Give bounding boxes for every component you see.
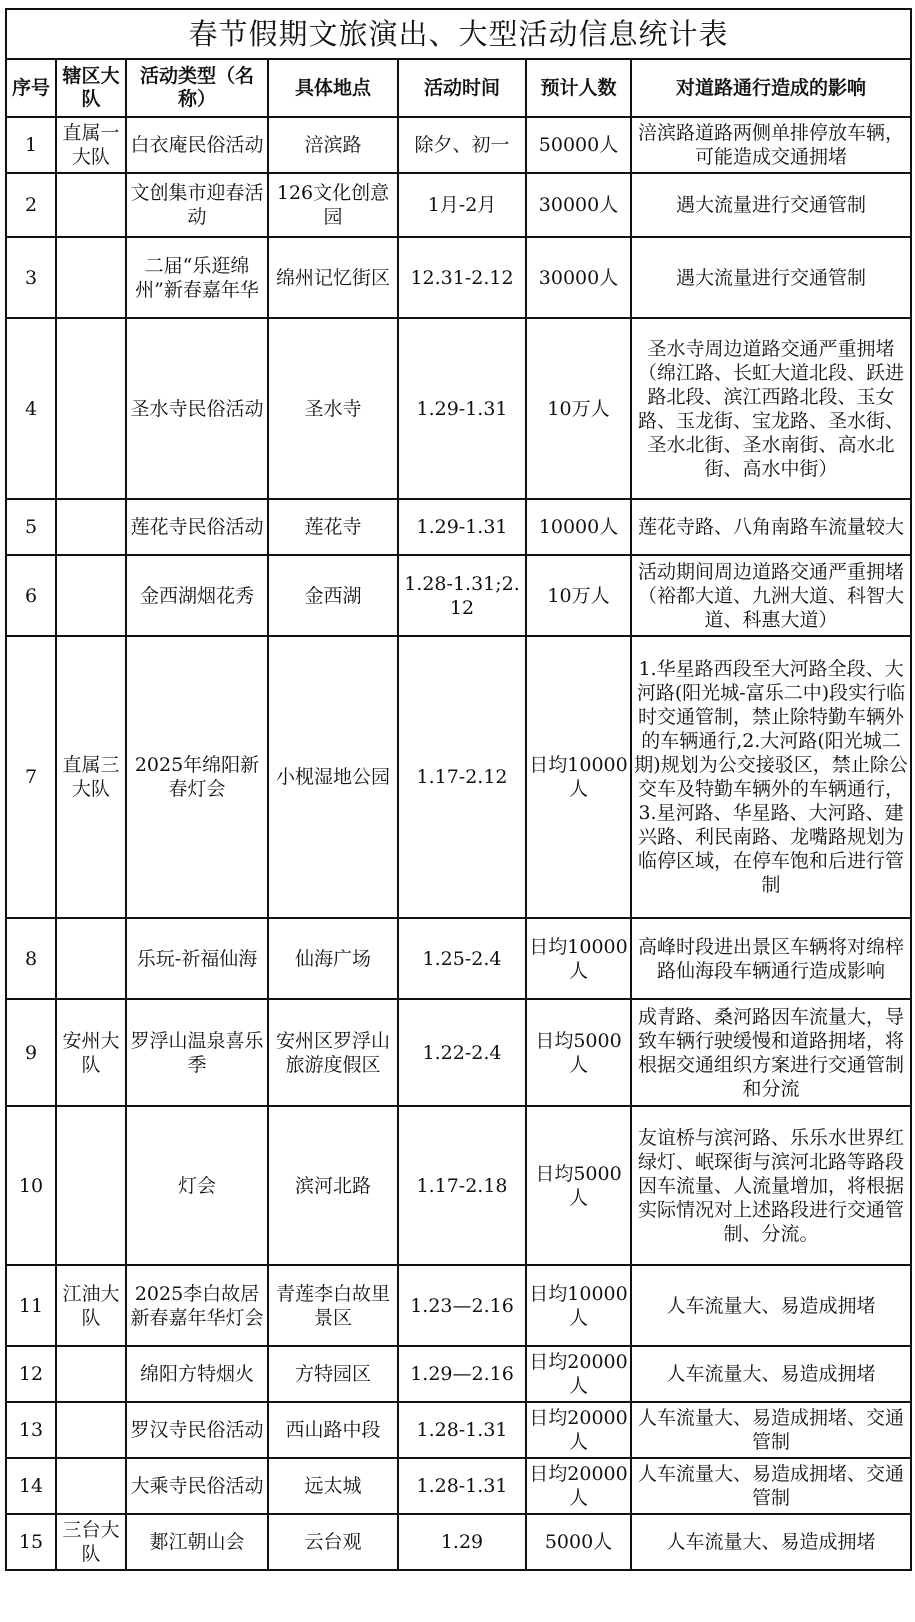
cell-effect: 人车流量大、易造成拥堵、交通管制: [631, 1458, 911, 1514]
cell-location: 莲花寺: [268, 499, 398, 555]
cell-effect: 人车流量大、易造成拥堵: [631, 1346, 911, 1402]
cell-brigade: 三台大队: [56, 1514, 126, 1570]
table-row: [6, 918, 911, 999]
table-row: [6, 1514, 911, 1570]
cell-people: 日均20000人: [526, 1458, 631, 1514]
cell-effect: 成青路、桑河路因车流量大，导致车辆行驶缓慢和道路拥堵，将根据交通组织方案进行交通管制和分流: [631, 999, 911, 1106]
cell-location: 西山路中段: [268, 1402, 398, 1458]
cell-effect: 1.华星路西段至大河路全段、大河路(阳光城-富乐二中)段实行临时交通管制，禁止除特勤车辆外的车辆通行,2.大河路(阳光城二期)规划为公交接驳区，禁止除公交车及特勤车辆外的车辆通行，3.星河路、华星路、大河路、建兴路、利民南路、龙嘴路规划为临停区域，在停车饱和后进行管制: [631, 636, 911, 918]
cell-seq: 2: [6, 173, 56, 237]
cell-activity: 莲花寺民俗活动: [126, 499, 268, 555]
cell-seq: 8: [6, 918, 56, 999]
table-row: [6, 318, 911, 499]
activity-table: [5, 8, 912, 1571]
cell-brigade: 江油大队: [56, 1265, 126, 1346]
cell-people: 日均10000人: [526, 918, 631, 999]
table-row: [6, 1346, 911, 1402]
cell-brigade: [56, 555, 126, 636]
table-row: [6, 237, 911, 318]
cell-location: 仙海广场: [268, 918, 398, 999]
cell-seq: 13: [6, 1402, 56, 1458]
cell-brigade: [56, 918, 126, 999]
cell-brigade: 安州大队: [56, 999, 126, 1106]
cell-people: 日均5000人: [526, 999, 631, 1106]
cell-people: 日均5000人: [526, 1106, 631, 1265]
cell-activity: 乐玩-祈福仙海: [126, 918, 268, 999]
header-people: 预计人数: [526, 59, 631, 117]
cell-seq: 3: [6, 237, 56, 318]
table-row: [6, 1458, 911, 1514]
cell-activity: 二届“乐逛绵州”新春嘉年华: [126, 237, 268, 318]
cell-people: 日均10000人: [526, 636, 631, 918]
cell-people: 日均20000人: [526, 1346, 631, 1402]
cell-activity: 郪江朝山会: [126, 1514, 268, 1570]
cell-location: 圣水寺: [268, 318, 398, 499]
cell-people: 30000人: [526, 173, 631, 237]
cell-activity: 2025年绵阳新春灯会: [126, 636, 268, 918]
cell-activity: 金西湖烟花秀: [126, 555, 268, 636]
cell-seq: 11: [6, 1265, 56, 1346]
cell-effect: 涪滨路道路两侧单排停放车辆，可能造成交通拥堵: [631, 117, 911, 173]
cell-seq: 7: [6, 636, 56, 918]
cell-effect: 人车流量大、易造成拥堵: [631, 1265, 911, 1346]
cell-time: 1.25-2.4: [398, 918, 526, 999]
cell-location: 青莲李白故里景区: [268, 1265, 398, 1346]
table-row: [6, 636, 911, 918]
header-brigade: 辖区大队: [56, 59, 126, 117]
cell-brigade: [56, 1402, 126, 1458]
cell-effect: 人车流量大、易造成拥堵: [631, 1514, 911, 1570]
cell-seq: 12: [6, 1346, 56, 1402]
cell-location: 安州区罗浮山旅游度假区: [268, 999, 398, 1106]
cell-seq: 15: [6, 1514, 56, 1570]
cell-brigade: 直属一大队: [56, 117, 126, 173]
cell-people: 日均20000人: [526, 1402, 631, 1458]
cell-activity: 灯会: [126, 1106, 268, 1265]
cell-people: 10万人: [526, 318, 631, 499]
cell-location: 126文化创意园: [268, 173, 398, 237]
header-activity: 活动类型（名称）: [126, 59, 268, 117]
table-row: [6, 1402, 911, 1458]
cell-people: 5000人: [526, 1514, 631, 1570]
table-row: [6, 1106, 911, 1265]
cell-seq: 1: [6, 117, 56, 173]
table-row: [6, 173, 911, 237]
cell-effect: 友谊桥与滨河路、乐乐水世界红绿灯、岷琛街与滨河北路等路段因车流量、人流量增加，将根据实际情况对上述路段进行交通管制、分流。: [631, 1106, 911, 1265]
cell-location: 金西湖: [268, 555, 398, 636]
cell-location: 小枧湿地公园: [268, 636, 398, 918]
cell-time: 1月-2月: [398, 173, 526, 237]
cell-location: 绵州记忆街区: [268, 237, 398, 318]
cell-brigade: [56, 1346, 126, 1402]
cell-time: 1.28-1.31: [398, 1402, 526, 1458]
cell-people: 10000人: [526, 499, 631, 555]
cell-activity: 绵阳方特烟火: [126, 1346, 268, 1402]
header-effect: 对道路通行造成的影响: [631, 59, 911, 117]
cell-time: 1.29-1.31: [398, 499, 526, 555]
cell-effect: 遇大流量进行交通管制: [631, 173, 911, 237]
cell-activity: 圣水寺民俗活动: [126, 318, 268, 499]
cell-location: 方特园区: [268, 1346, 398, 1402]
cell-seq: 6: [6, 555, 56, 636]
cell-brigade: [56, 1106, 126, 1265]
cell-brigade: [56, 499, 126, 555]
cell-time: 除夕、初一: [398, 117, 526, 173]
cell-location: 远太城: [268, 1458, 398, 1514]
cell-time: 1.22-2.4: [398, 999, 526, 1106]
cell-activity: 白衣庵民俗活动: [126, 117, 268, 173]
cell-brigade: 直属三大队: [56, 636, 126, 918]
cell-time: 1.17-2.12: [398, 636, 526, 918]
cell-effect: 活动期间周边道路交通严重拥堵（裕都大道、九洲大道、科智大道、科惠大道）: [631, 555, 911, 636]
cell-seq: 4: [6, 318, 56, 499]
cell-seq: 14: [6, 1458, 56, 1514]
cell-time: 1.23—2.16: [398, 1265, 526, 1346]
table-row: [6, 555, 911, 636]
table-row: [6, 1265, 911, 1346]
table-row: [6, 499, 911, 555]
header-time: 活动时间: [398, 59, 526, 117]
cell-effect: 高峰时段进出景区车辆将对绵梓路仙海段车辆通行造成影响: [631, 918, 911, 999]
table-title: 春节假期文旅演出、大型活动信息统计表: [6, 9, 911, 59]
cell-location: 涪滨路: [268, 117, 398, 173]
cell-people: 10万人: [526, 555, 631, 636]
cell-time: 1.28-1.31;2.12: [398, 555, 526, 636]
cell-people: 30000人: [526, 237, 631, 318]
cell-time: 1.29—2.16: [398, 1346, 526, 1402]
cell-effect: 莲花寺路、八角南路车流量较大: [631, 499, 911, 555]
cell-time: 1.17-2.18: [398, 1106, 526, 1265]
cell-time: 12.31-2.12: [398, 237, 526, 318]
cell-activity: 大乘寺民俗活动: [126, 1458, 268, 1514]
cell-brigade: [56, 1458, 126, 1514]
cell-activity: 罗汉寺民俗活动: [126, 1402, 268, 1458]
cell-location: 滨河北路: [268, 1106, 398, 1265]
cell-seq: 9: [6, 999, 56, 1106]
header-location: 具体地点: [268, 59, 398, 117]
table-row: [6, 117, 911, 173]
cell-activity: 文创集市迎春活动: [126, 173, 268, 237]
cell-activity: 2025李白故居新春嘉年华灯会: [126, 1265, 268, 1346]
cell-time: 1.29-1.31: [398, 318, 526, 499]
cell-effect: 圣水寺周边道路交通严重拥堵（绵江路、长虹大道北段、跃进路北段、滨江西路北段、玉女路、玉龙街、宝龙路、圣水街、圣水北街、圣水南街、高水北街、高水中街）: [631, 318, 911, 499]
header-seq: 序号: [6, 59, 56, 117]
header-row: [6, 59, 911, 117]
table-row: [6, 999, 911, 1106]
cell-brigade: [56, 318, 126, 499]
cell-seq: 10: [6, 1106, 56, 1265]
cell-people: 50000人: [526, 117, 631, 173]
cell-activity: 罗浮山温泉喜乐季: [126, 999, 268, 1106]
table-body: [6, 117, 911, 1570]
cell-effect: 遇大流量进行交通管制: [631, 237, 911, 318]
cell-location: 云台观: [268, 1514, 398, 1570]
cell-time: 1.28-1.31: [398, 1458, 526, 1514]
cell-brigade: [56, 237, 126, 318]
cell-seq: 5: [6, 499, 56, 555]
cell-time: 1.29: [398, 1514, 526, 1570]
cell-effect: 人车流量大、易造成拥堵、交通管制: [631, 1402, 911, 1458]
cell-people: 日均10000人: [526, 1265, 631, 1346]
cell-brigade: [56, 173, 126, 237]
